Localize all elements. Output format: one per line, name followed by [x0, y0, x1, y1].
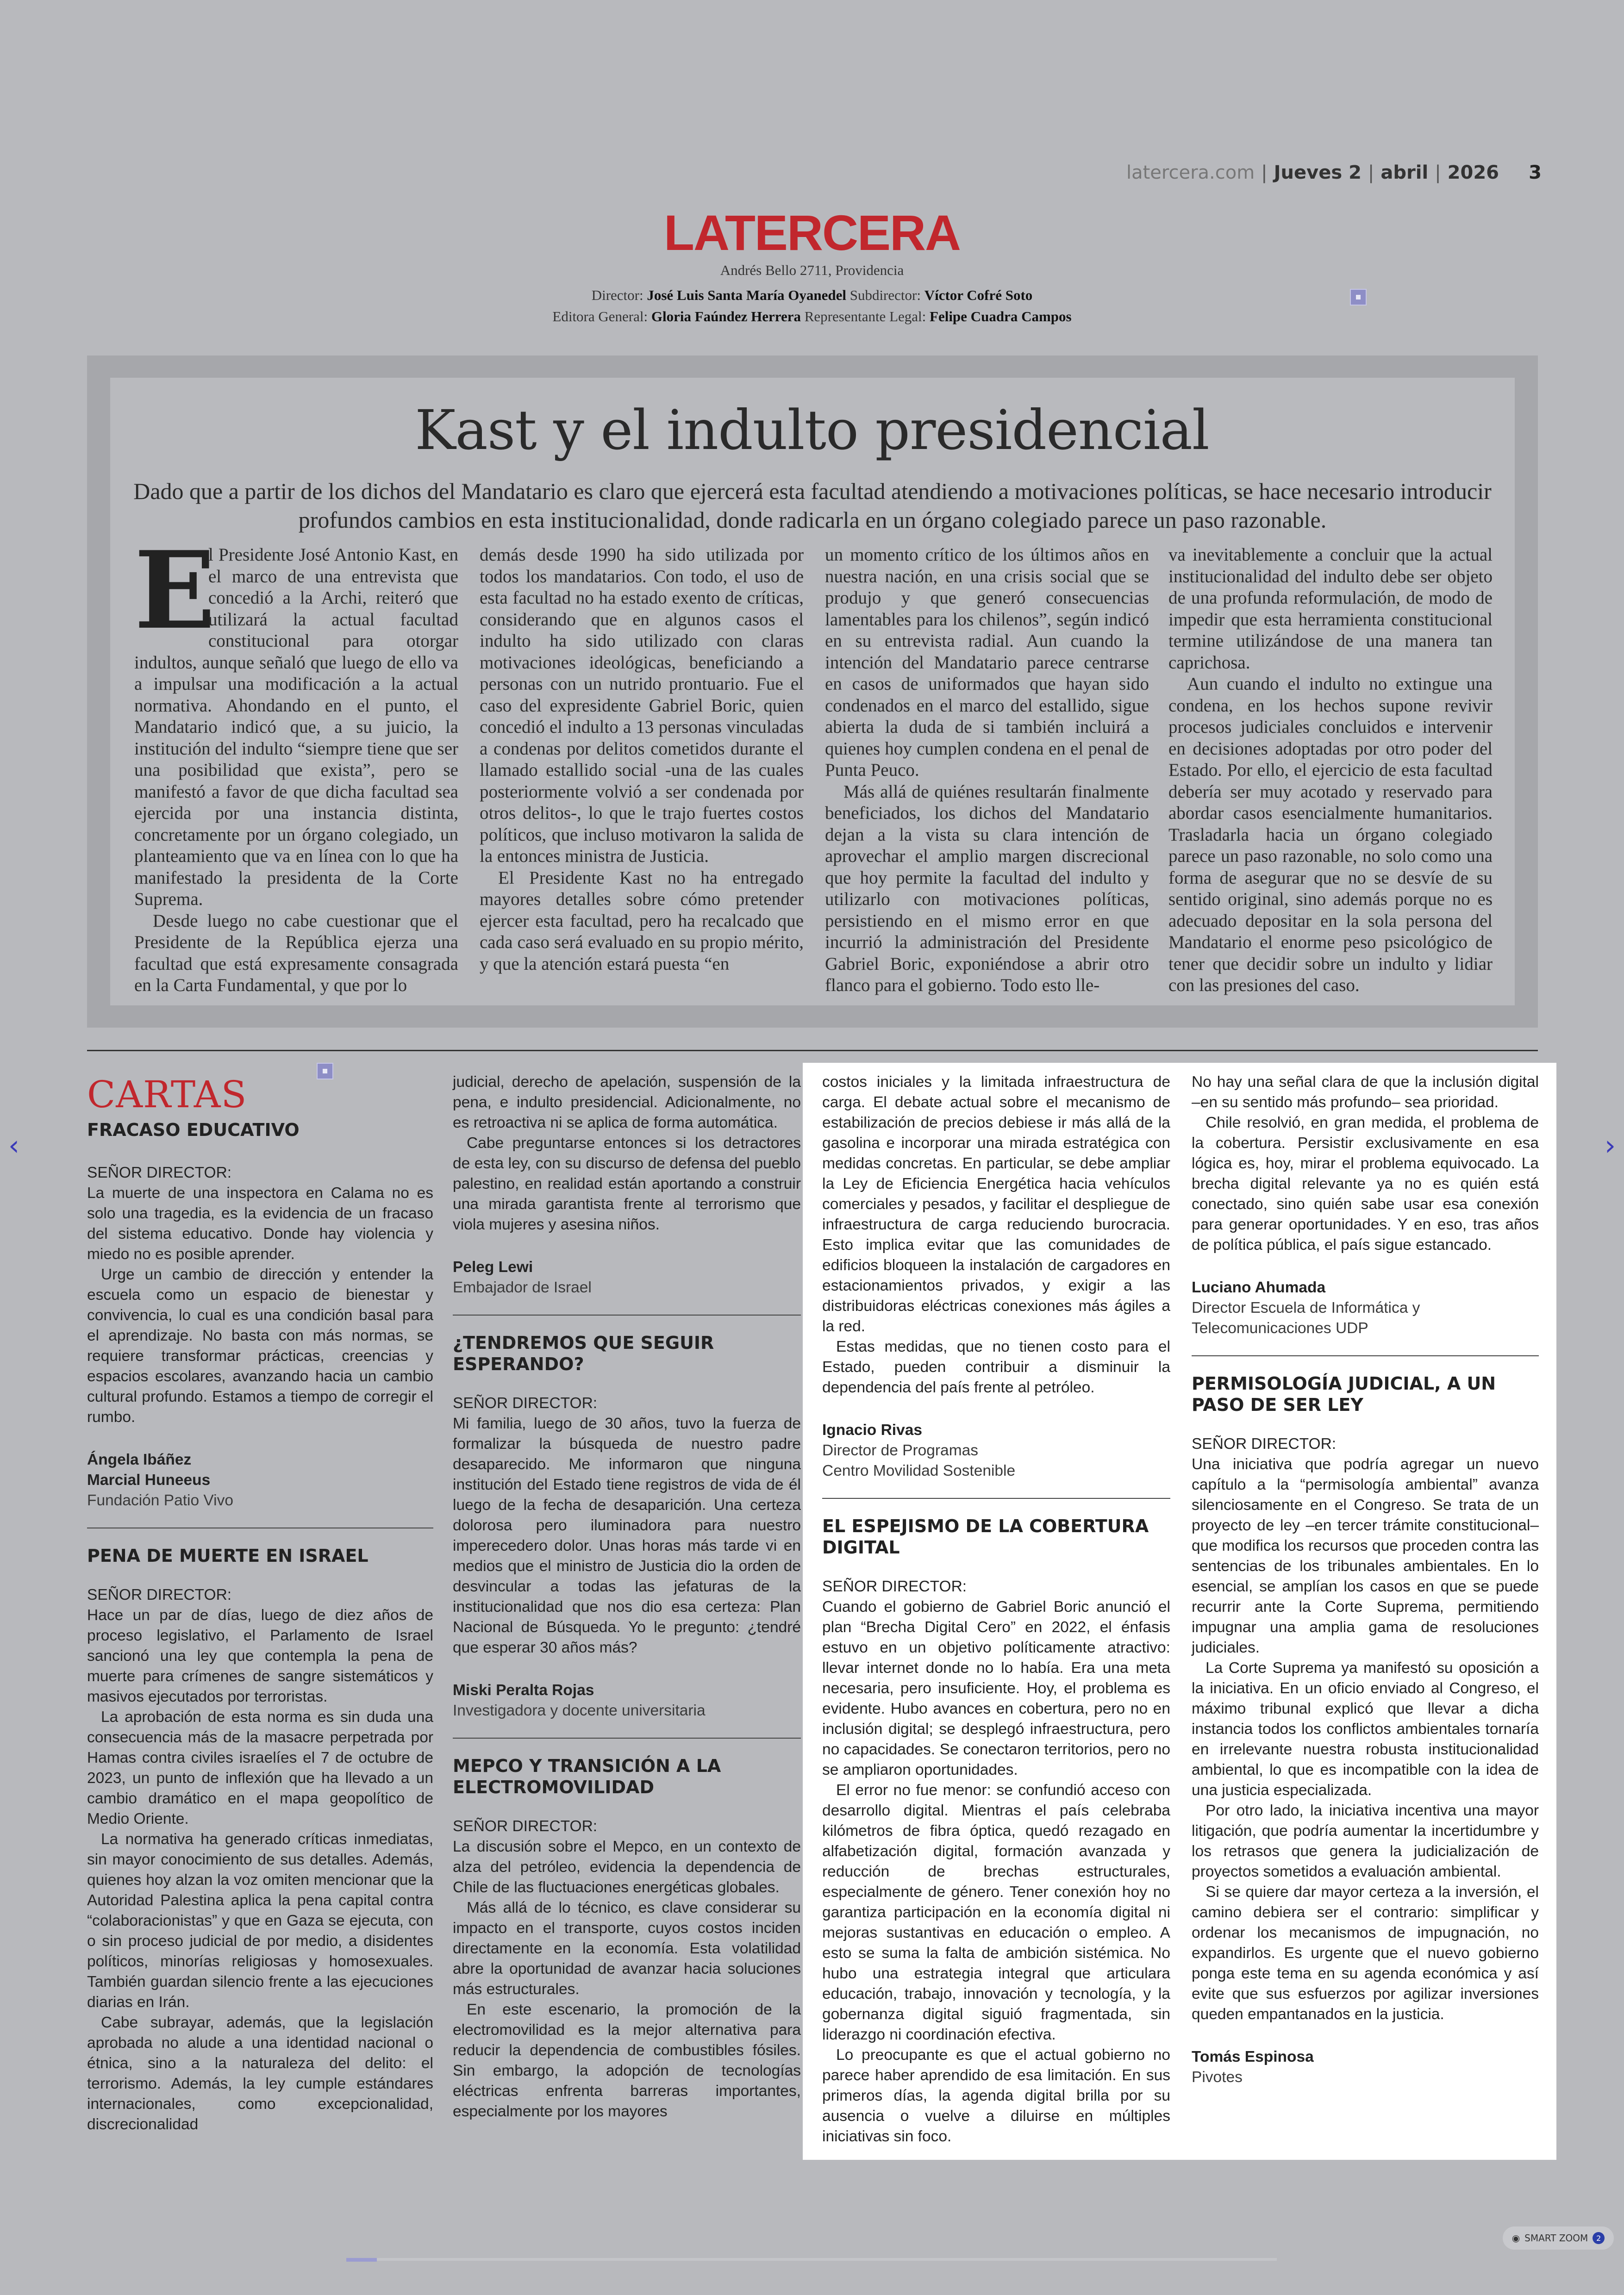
letters-column-1: [87, 1119, 433, 2135]
letter-signature: Miski Peralta Rojas: [453, 1682, 594, 1699]
letter-paragraph: El error no fue menor: se confundió acceso con desarrollo digital. Mientras el país celebraba kilómetros de fibra óptica, quedó rezagado en alfabetización digital, formación avanzada y reducción de brechas estructurales, especialmente de género. Tener conexión hoy no garantiza participación en la economía digital ni mejoras sustantivas en educación o empleo. A esto se suma la falta de ambición sistémica. No hubo una estrategia integral que articulara educación, trabajo, innovación y tecnología, y la gobernanza digital siguió fragmentada, sin liderazgo ni coordinación efectiva.: [822, 1782, 1170, 2043]
letter-salutation: SEÑOR DIRECTOR:: [87, 1164, 232, 1181]
zoom-hotspot-icon[interactable]: [317, 1063, 333, 1079]
letter-divider: [453, 1315, 801, 1316]
smart-zoom-count: 2: [1593, 2232, 1605, 2244]
dropcap: E: [134, 528, 216, 653]
letter-signature: Tomás Espinosa: [1192, 2048, 1314, 2065]
cartas-section-title: CARTAS: [87, 1073, 247, 1116]
letter-paragraph: Mi familia, luego de 30 años, tuvo la fuerza de formalizar la búsqueda de nuestro padre desaparecido. Me informaron que ninguna institución del Estado tiene registros de vida de él luego de la fecha de desaparición. Una certeza dolorosa pero iluminadora para nuestro imperecedero dolor. Unas horas más tarde vi en medios que el ministro de Justicia dio la orden de desvincular a todas las jefaturas de la institucionalidad que nos dio esa certeza: Plan Nacional de Búsqueda. Yo le pregunto: ¿tendré que esperar 30 años más?: [453, 1415, 801, 1656]
letter-title: ¿TENDREMOS QUE SEGUIR ESPERANDO?: [453, 1333, 714, 1374]
letter-title: EL ESPEJISMO DE LA COBERTURA DIGITAL: [822, 1516, 1149, 1558]
letter-paragraph: En este escenario, la promoción de la electromovilidad es la mejor alternativa para reducir la dependencia de combustibles fósiles. Sin embargo, la adopción de tecnologías eléctricas enfrenta barreras importantes, especialmente por los mayores: [453, 2001, 801, 2120]
letter-paragraph: Por otro lado, la iniciativa incentiva una mayor litigación, que podría aumentar la incertidumbre y los retrasos que genera la judicialización de proyectos sometidos a evaluación ambiental.: [1192, 1802, 1539, 1880]
letter-paragraph: Cuando el gobierno de Gabriel Boric anunció el plan “Brecha Digital Cero” en 2022, el énfasis estuvo en un objetivo políticamente atractivo: llevar internet donde no lo había. Era una meta necesaria, pero insuficiente. Hoy, el problema es evidente. Hubo avances en cobertura, pero no en inclusión digital; se desplegó infraestructura, pero no capacidades. Se conectaron territorios, pero no se ampliaron oportunidades.: [822, 1598, 1170, 1778]
letter-signature: Ignacio Rivas: [822, 1422, 922, 1439]
letter-role: Director Escuela de Informática y Telecomunicaciones UDP: [1192, 1299, 1420, 1337]
letter-title: FRACASO EDUCATIVO: [87, 1120, 300, 1140]
editorial-paragraph: Más allá de quiénes resultarán finalmente beneficiados, los dichos del Mandatario dejan a la vista su clara intención de aprovechar el amplio margen discrecional que hoy permite la facultad del indulto y utilizarlo con motivaciones políticas, persistiendo en el mismo error en que incurrió la administración del Presidente Gabriel Boric, exponiéndose a abrir otro flanco para el gobierno. Todo esto lle-: [825, 781, 1149, 995]
date-year: 2026: [1447, 162, 1499, 183]
letter-title: PENA DE MUERTE EN ISRAEL: [87, 1546, 369, 1566]
letter-paragraph: Estas medidas, que no tienen costo para el Estado, pueden contribuir a disminuir la dependencia del país frente al petróleo.: [822, 1338, 1170, 1396]
chevron-right-icon[interactable]: ›: [1605, 1129, 1616, 1162]
letter-paragraph: No hay una señal clara de que la inclusión digital –en su sentido más profundo– sea prioridad.: [1192, 1073, 1539, 1111]
letters-column-4: [1192, 1072, 1539, 2088]
letter-salutation: SEÑOR DIRECTOR:: [1192, 1435, 1337, 1453]
letter-paragraph: costos iniciales y la limitada infraestructura de carga. El debate actual sobre el mecanismo de estabilización de precios debiese ir más allá de la gasolina e incorporar una mirada estratégica con medidas concretas. En particular, se debe ampliar la Ley de Eficiencia Energética hacia vehículos comerciales y pesados, y facilitar el despliegue de infraestructura de carga reduciendo burocracia. Esto implica evitar que las comunidades de edificios bloqueen la instalación de cargadores en estacionamientos privados, y exigir a las distribuidoras eléctricas conexiones más ágiles a la red.: [822, 1073, 1170, 1335]
smart-zoom-button[interactable]: [1503, 2226, 1614, 2250]
editorial-paragraph: un momento crítico de los últimos años en nuestra nación, en una crisis social que se produjo y que generó consecuencias lamentables para los chilenos”, según indicó en su entrevista radial. Aun cuando la intención del Mandatario parece centrarse en casos de uniformados que hayan sido condenados en el marco del estallido, sigue abierta la duda de si también incluirá a quienes hoy cumplen condena en el penal de Punta Peuco.: [825, 545, 1149, 780]
letter-paragraph: La normativa ha generado críticas inmediatas, sin mayor conocimiento de sus detalles. Además, quienes hoy alzan la voz omiten mencionar que la Autoridad Palestina aplica la pena capital contra “colaboracionistas” y que en Gaza se ejecuta, con o sin proceso judicial de por medio, a disidentes políticos, minorías religiosas y homosexuales. También guardan silencio frente a las ejecuciones diarias en Irán.: [87, 1831, 433, 2011]
letter-paragraph: Lo preocupante es que el actual gobierno no parece haber aprendido de esa limitación. En sus primeros días, la agenda digital brilla por su ausencia o vuelve a diluirse en múltiples iniciativas sin foco.: [822, 2046, 1170, 2145]
letter-divider: [1192, 1355, 1539, 1356]
letter-role: Centro Movilidad Sostenible: [822, 1462, 1016, 1479]
editorial-lead: Dado que a partir de los dichos del Mandatario es claro que ejercerá esta facultad atendiendo a motivaciones políticas, se hace necesario introducir profundos cambios en esta institucionalidad, donde radicarla en un órgano colegiado parece un paso razonable.: [133, 478, 1492, 533]
letter-paragraph: La discusión sobre el Mepco, en un contexto de alza del petróleo, evidencia la dependencia de Chile de las fluctuaciones energéticas globales.: [453, 1838, 801, 1896]
letter-title: PERMISOLOGÍA JUDICIAL, A UN PASO DE SER LEY: [1192, 1373, 1496, 1415]
date-month: abril: [1380, 162, 1429, 183]
letter-signature: Peleg Lewi: [453, 1259, 533, 1276]
letter-signature: Marcial Huneeus: [87, 1472, 211, 1489]
letter-paragraph: Más allá de lo técnico, es clave considerar su impacto en el transporte, cuyos costos inciden directamente en la economía. Esta volatilidad abre la oportunidad de avanzar hacia soluciones más estructurales.: [453, 1899, 801, 1998]
editorial-column-3: [825, 544, 1149, 997]
letter-role: Investigadora y docente universitaria: [453, 1702, 706, 1719]
editorial-paragraph: va inevitablemente a concluir que la actual institucionalidad del indulto debe ser objeto de una profunda reformulación, de modo de impedir que esta herramienta constitucional termine utilizándose de una manera tan caprichosa.: [1168, 545, 1493, 673]
letter-paragraph: La Corte Suprema ya manifestó su oposición a la iniciativa. En un oficio enviado al Congreso, el máximo tribunal explicó que llevar a dicha instancia todos los conflictos ambientales tornaría en irrelevante nuestra robusta institucionalidad ambiental, lo que es incompatible con la idea de una justicia especializada.: [1192, 1659, 1539, 1799]
letter-role: Fundación Patio Vivo: [87, 1492, 233, 1509]
scrollbar-thumb[interactable]: [346, 2258, 377, 2262]
date-day: Jueves 2: [1274, 162, 1362, 183]
letter-divider: [822, 1498, 1170, 1499]
editorial-title: Kast y el indulto presidencial: [415, 398, 1209, 462]
letter-role: Pivotes: [1192, 2069, 1243, 2086]
editorial-column-1: [134, 528, 458, 997]
zoom-hotspot-icon[interactable]: [1350, 289, 1367, 306]
section-divider: [87, 1050, 1538, 1051]
editorial-column-2: [480, 544, 804, 975]
masthead-editors: Editora General: Gloria Faúndez Herrera Representante Legal: Felipe Cuadra Campos: [552, 308, 1072, 324]
letter-paragraph: Hace un par de días, luego de diez años de proceso legislativo, el Parlamento de Israel sancionó una ley que contempla la pena de muerte para crímenes de sangre sistemáticos y masivos ejecutados por terroristas.: [87, 1607, 433, 1705]
letter-paragraph: Si se quiere dar mayor certeza a la inversión, el camino debiera ser el contrario: simplificar y ordenar los mecanismos de impugnación, no expandirlos. Es urgente que el nuevo gobierno ponga este tema en su agenda económica y así evite que sus esfuerzos por agilizar inversiones queden empantanados en la justicia.: [1192, 1883, 1539, 2023]
letter-paragraph: Cabe preguntarse entonces si los detractores de esta ley, con su discurso de defensa del pueblo palestino, en realidad están aportando a construir una mirada garantista frente al terrorismo que viola mujeres y asesina niños.: [453, 1135, 801, 1233]
smart-zoom-label: SMART ZOOM: [1524, 2233, 1588, 2244]
editorial-paragraph: El Presidente Kast no ha entregado mayores detalles sobre cómo pretender ejercer esta facultad, pero ha recalcado que cada caso será evaluado en su propio mérito, y que la atención estará puesta “en: [480, 867, 804, 974]
editorial-paragraph: demás desde 1990 ha sido utilizada por todos los mandatarios. Con todo, el uso de esta facultad no ha estado exento de críticas, considerando que en algunos casos el indulto ha sido utilizado con claras motivaciones ideológicas, beneficiando a personas con un nutrido prontuario. Fue el caso del expresidente Gabriel Boric, quien concedió el indulto a 13 personas vinculadas a condenas por delitos cometidos durante el llamado estallido social -una de las cuales posteriormente volvió a ser condenada por otros delitos-, lo que le trajo fuertes costos políticos, que incluso motivaron la salida de la entonces ministra de Justicia.: [480, 545, 804, 866]
letter-paragraph: La muerte de una inspectora en Calama no es solo una tragedia, es la evidencia de un fracaso del sistema educativo. Donde hay violencia y miedo no es posible aprender.: [87, 1185, 433, 1263]
page-scrollbar[interactable]: [346, 2258, 1277, 2261]
masthead-address: Andrés Bello 2711, Providencia: [720, 262, 904, 278]
letter-signature: Ángela Ibáñez: [87, 1451, 192, 1468]
letter-paragraph: Una iniciativa que podría agregar un nuevo capítulo a la “permisología ambiental” avanza silenciosamente en el Congreso. Se trata de un proyecto de ley –en tercer trámite constitucional– que modifica los recursos que proceden contra las sentencias de los tribunales ambientales. En lo esencial, se amplían los casos en que se puede recurrir ante la Corte Suprema, permitiendo impugnar una amplia gama de resoluciones judiciales.: [1192, 1456, 1539, 1656]
page-date-line: latercera.com | Jueves 2 | abril | 2026: [1126, 162, 1499, 183]
letter-divider: [453, 1738, 801, 1739]
letter-signature: Luciano Ahumada: [1192, 1279, 1326, 1296]
letter-salutation: SEÑOR DIRECTOR:: [453, 1818, 598, 1835]
editorial-column-4: [1168, 544, 1493, 997]
letter-salutation: SEÑOR DIRECTOR:: [453, 1395, 598, 1412]
editorial-paragraph: Aun cuando el indulto no extingue una condena, en los hechos supone revivir procesos judiciales concluidos e intervenir en decisiones adoptadas por otro poder del Estado. Por ello, el ejercicio de esta facultad debería ser muy acotado y reservado para abordar casos esencialmente humanitarios. Trasladarla hacia un órgano colegiado parece un paso razonable, no solo como una forma de asegurar que no se desvíe de su sentido original, sino además porque no es adecuado depositar en la sola persona del Mandatario el enorme peso psicológico de tener que decidir sobre un indulto y lidiar con las presiones del caso.: [1168, 674, 1493, 995]
letter-salutation: SEÑOR DIRECTOR:: [87, 1586, 232, 1603]
editorial-paragraph: Desde luego no cabe cuestionar que el Presidente de la República ejerza una facultad que está expresamente consagrada en la Carta Fundamental, y que por lo: [134, 911, 458, 995]
newspaper-logo: LATERCERA: [664, 205, 960, 261]
letter-paragraph: Urge un cambio de dirección y entender la escuela como un espacio de bienestar y convivencia, lo cual es una condición basal para el aprendizaje. No basta con más normas, se requiere transformar prácticas, creencias y espacios escolares, avanzando hacia un cambio cultural profundo. Estamos a tiempo de corregir el rumbo.: [87, 1266, 433, 1426]
letters-column-3: [822, 1072, 1170, 2147]
masthead-directors: Director: José Luis Santa María Oyanedel Subdirector: Víctor Cofré Soto: [591, 287, 1033, 303]
letter-role: Director de Programas: [822, 1442, 978, 1459]
site-name: latercera.com: [1126, 162, 1255, 183]
chevron-left-icon[interactable]: ‹: [8, 1129, 19, 1162]
letter-role: Embajador de Israel: [453, 1279, 592, 1296]
editorial-paragraph: l Presidente José Antonio Kast, en el marco de una entrevista que concedió a la Archi, reiteró que utilizará la actual facultad constitucional para otorgar indultos, aunque señaló que luego de ello va a impulsar una modificación a la actual normativa. Ahondando en el punto, el Mandatario indicó que, a su juicio, la institución del indulto “siempre tiene que ser una posibilidad que exista”, pero se manifestó a favor de que dicha facultad sea ejercida por una instancia distinta, concretamente por un órgano colegiado, un planteamiento que va en línea con lo que ha manifestado la presidenta de la Corte Suprema.: [134, 545, 458, 909]
letter-paragraph: judicial, derecho de apelación, suspensión de la pena, e indulto presidencial. Adicionalmente, no es retroactiva ni se aplica de forma automática.: [453, 1073, 801, 1131]
letters-column-2: [453, 1072, 801, 2122]
letter-paragraph: La aprobación de esta norma es sin duda una consecuencia más de la masacre perpetrada por Hamas contra civiles israelíes el 7 de octubre de 2023, un punto de inflexión que ha llevado a un cambio dramático en el mapa geopolítico de Medio Oriente.: [87, 1709, 433, 1827]
letter-title: MEPCO Y TRANSICIÓN A LA ELECTROMOVILIDAD: [453, 1756, 721, 1797]
letter-salutation: SEÑOR DIRECTOR:: [822, 1578, 967, 1595]
letter-paragraph: Chile resolvió, en gran medida, el problema de la cobertura. Persistir exclusivamente en esa lógica es, hoy, mirar el problema equivocado. La brecha digital relevante ya no es quién está conectado, sino quién sabe usar esa conexión para generar oportunidades. Y en eso, tras años de política pública, el país sigue estancado.: [1192, 1114, 1539, 1254]
page-number: 3: [1529, 162, 1542, 183]
letter-paragraph: Cabe subrayar, además, que la legislación aprobada no alude a una identidad nacional o étnica, sino a la naturaleza del delito: el terrorismo. Además, la ley cumple estándares internacionales, como excepcionalidad, discrecionalidad: [87, 2014, 433, 2133]
eye-icon: ◉: [1512, 2233, 1520, 2244]
